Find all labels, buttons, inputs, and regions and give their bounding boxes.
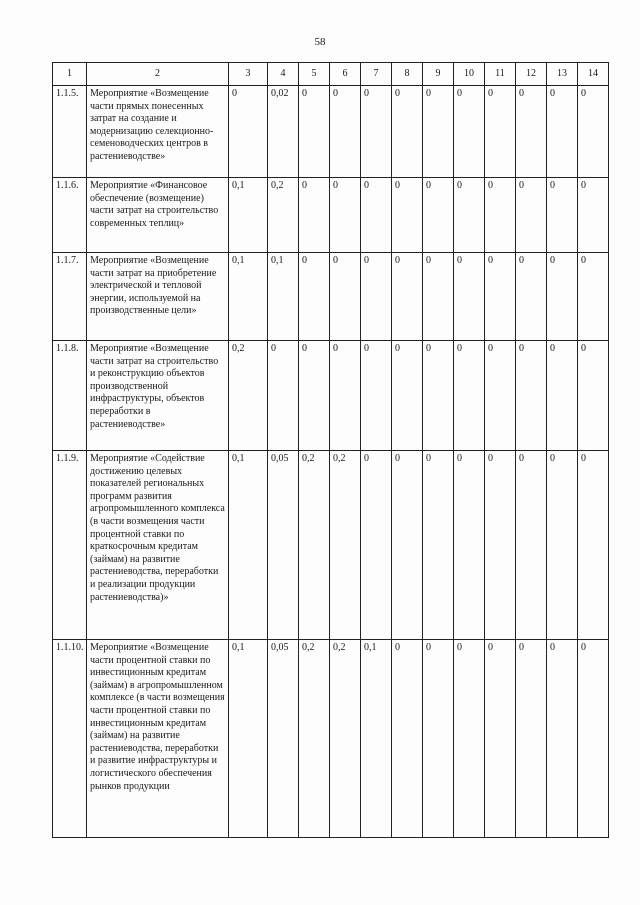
- table-cell: 0,1: [229, 178, 268, 253]
- table-cell: 0: [392, 341, 423, 451]
- table-cell: 0: [392, 178, 423, 253]
- table-cell: 0: [578, 341, 609, 451]
- table-cell: 0,1: [361, 640, 392, 838]
- table-cell: 0: [485, 640, 516, 838]
- table-row: [53, 341, 609, 451]
- table-cell: 0: [454, 640, 485, 838]
- table-cell: 0: [516, 86, 547, 178]
- table-cell: 0,05: [268, 640, 299, 838]
- table-header-row: [53, 63, 609, 86]
- table-cell: 0: [392, 640, 423, 838]
- table-cell: 0: [454, 253, 485, 341]
- column-header: 11: [485, 63, 516, 86]
- table-cell: 0: [423, 341, 454, 451]
- row-description: Мероприятие «Возмещение части прямых понесенных затрат на создание и модернизацию селекционно-семеноводческих центров в растениеводстве»: [87, 86, 229, 178]
- row-description: Мероприятие «Содействие достижению целевых показателей региональных программ развития агропромышленного комплекса (в части возмещения части процентной ставки по краткосрочным кредитам (займам) на развитие растениеводства, переработки и реализации продукции растениеводства)»: [87, 451, 229, 640]
- table-cell: 0: [299, 253, 330, 341]
- table-cell: 0,1: [229, 640, 268, 838]
- table-cell: 0: [423, 640, 454, 838]
- column-header: 9: [423, 63, 454, 86]
- table-cell: 0: [423, 451, 454, 640]
- column-header: 2: [87, 63, 229, 86]
- row-description: Мероприятие «Возмещение части затрат на приобретение электрической и тепловой энергии, используемой на производственные цели»: [87, 253, 229, 341]
- table-cell: 0: [361, 341, 392, 451]
- table-cell: 0,05: [268, 451, 299, 640]
- column-header: 14: [578, 63, 609, 86]
- table-cell: 0: [361, 253, 392, 341]
- row-number: 1.1.5.: [53, 86, 87, 178]
- table-cell: 0,2: [299, 640, 330, 838]
- table-cell: 0: [485, 86, 516, 178]
- table-cell: 0,2: [330, 640, 361, 838]
- table-cell: 0,1: [229, 451, 268, 640]
- table-cell: 0: [547, 178, 578, 253]
- table-cell: 0: [299, 86, 330, 178]
- column-header: 3: [229, 63, 268, 86]
- table-cell: 0: [392, 253, 423, 341]
- table-cell: 0: [547, 86, 578, 178]
- table-cell: 0: [330, 253, 361, 341]
- table-cell: 0: [423, 253, 454, 341]
- table-cell: 0: [454, 451, 485, 640]
- row-number: 1.1.7.: [53, 253, 87, 341]
- table-cell: 0: [268, 341, 299, 451]
- table-cell: 0: [578, 178, 609, 253]
- table-cell: 0: [330, 86, 361, 178]
- table-cell: 0: [516, 253, 547, 341]
- table-cell: 0: [485, 253, 516, 341]
- table-row: [53, 253, 609, 341]
- table-cell: 0: [578, 253, 609, 341]
- table-cell: 0: [454, 86, 485, 178]
- table-cell: 0,2: [229, 341, 268, 451]
- table-cell: 0: [454, 341, 485, 451]
- table-cell: 0,1: [268, 253, 299, 341]
- table-cell: 0: [330, 341, 361, 451]
- column-header: 10: [454, 63, 485, 86]
- table-cell: 0: [547, 451, 578, 640]
- column-header: 6: [330, 63, 361, 86]
- table-row: [53, 640, 609, 838]
- row-description: Мероприятие «Возмещение части процентной ставки по инвестиционным кредитам (займам) в агропромышленном комплексе (в части возмещения части процентной ставки по инвестиционным кредитам (займам) на развитие растениеводства, переработки и развитие инфраструктуры и логистического обеспечения рынков продукции: [87, 640, 229, 838]
- table-cell: 0,2: [330, 451, 361, 640]
- table-cell: 0: [547, 341, 578, 451]
- table-cell: 0: [485, 178, 516, 253]
- row-number: 1.1.8.: [53, 341, 87, 451]
- table-row: [53, 178, 609, 253]
- column-header: 12: [516, 63, 547, 86]
- column-header: 13: [547, 63, 578, 86]
- table-cell: 0: [361, 178, 392, 253]
- table-cell: 0: [299, 341, 330, 451]
- table-cell: 0: [454, 178, 485, 253]
- table-cell: 0,1: [229, 253, 268, 341]
- table-cell: 0: [578, 451, 609, 640]
- table-cell: 0: [229, 86, 268, 178]
- column-header: 4: [268, 63, 299, 86]
- table-cell: 0: [516, 451, 547, 640]
- row-number: 1.1.10.: [53, 640, 87, 838]
- table-cell: 0: [485, 341, 516, 451]
- table-cell: 0,2: [299, 451, 330, 640]
- row-number: 1.1.9.: [53, 451, 87, 640]
- table-cell: 0: [516, 178, 547, 253]
- table-cell: 0: [423, 178, 454, 253]
- column-header: 7: [361, 63, 392, 86]
- table-cell: 0: [423, 86, 454, 178]
- data-table: [52, 62, 609, 838]
- table-row: [53, 86, 609, 178]
- row-description: Мероприятие «Возмещение части затрат на строительство и реконструкцию объектов производственной инфраструктуры, объектов переработки в растениеводстве»: [87, 341, 229, 451]
- table-cell: 0: [361, 86, 392, 178]
- table-row: [53, 451, 609, 640]
- row-number: 1.1.6.: [53, 178, 87, 253]
- table-cell: 0: [330, 178, 361, 253]
- table-cell: 0: [547, 253, 578, 341]
- column-header: 5: [299, 63, 330, 86]
- column-header: 1: [53, 63, 87, 86]
- row-description: Мероприятие «Финансовое обеспечение (возмещение) части затрат на строительство современных теплиц»: [87, 178, 229, 253]
- table-cell: 0: [578, 640, 609, 838]
- table-cell: 0: [516, 640, 547, 838]
- table-cell: 0: [485, 451, 516, 640]
- column-header: 8: [392, 63, 423, 86]
- table-cell: 0: [392, 451, 423, 640]
- page-number: 58: [314, 36, 326, 48]
- table-cell: 0: [547, 640, 578, 838]
- table-cell: 0: [392, 86, 423, 178]
- table-cell: 0: [578, 86, 609, 178]
- table-cell: 0: [361, 451, 392, 640]
- table-cell: 0,2: [268, 178, 299, 253]
- table-cell: 0,02: [268, 86, 299, 178]
- table-cell: 0: [299, 178, 330, 253]
- table-cell: 0: [516, 341, 547, 451]
